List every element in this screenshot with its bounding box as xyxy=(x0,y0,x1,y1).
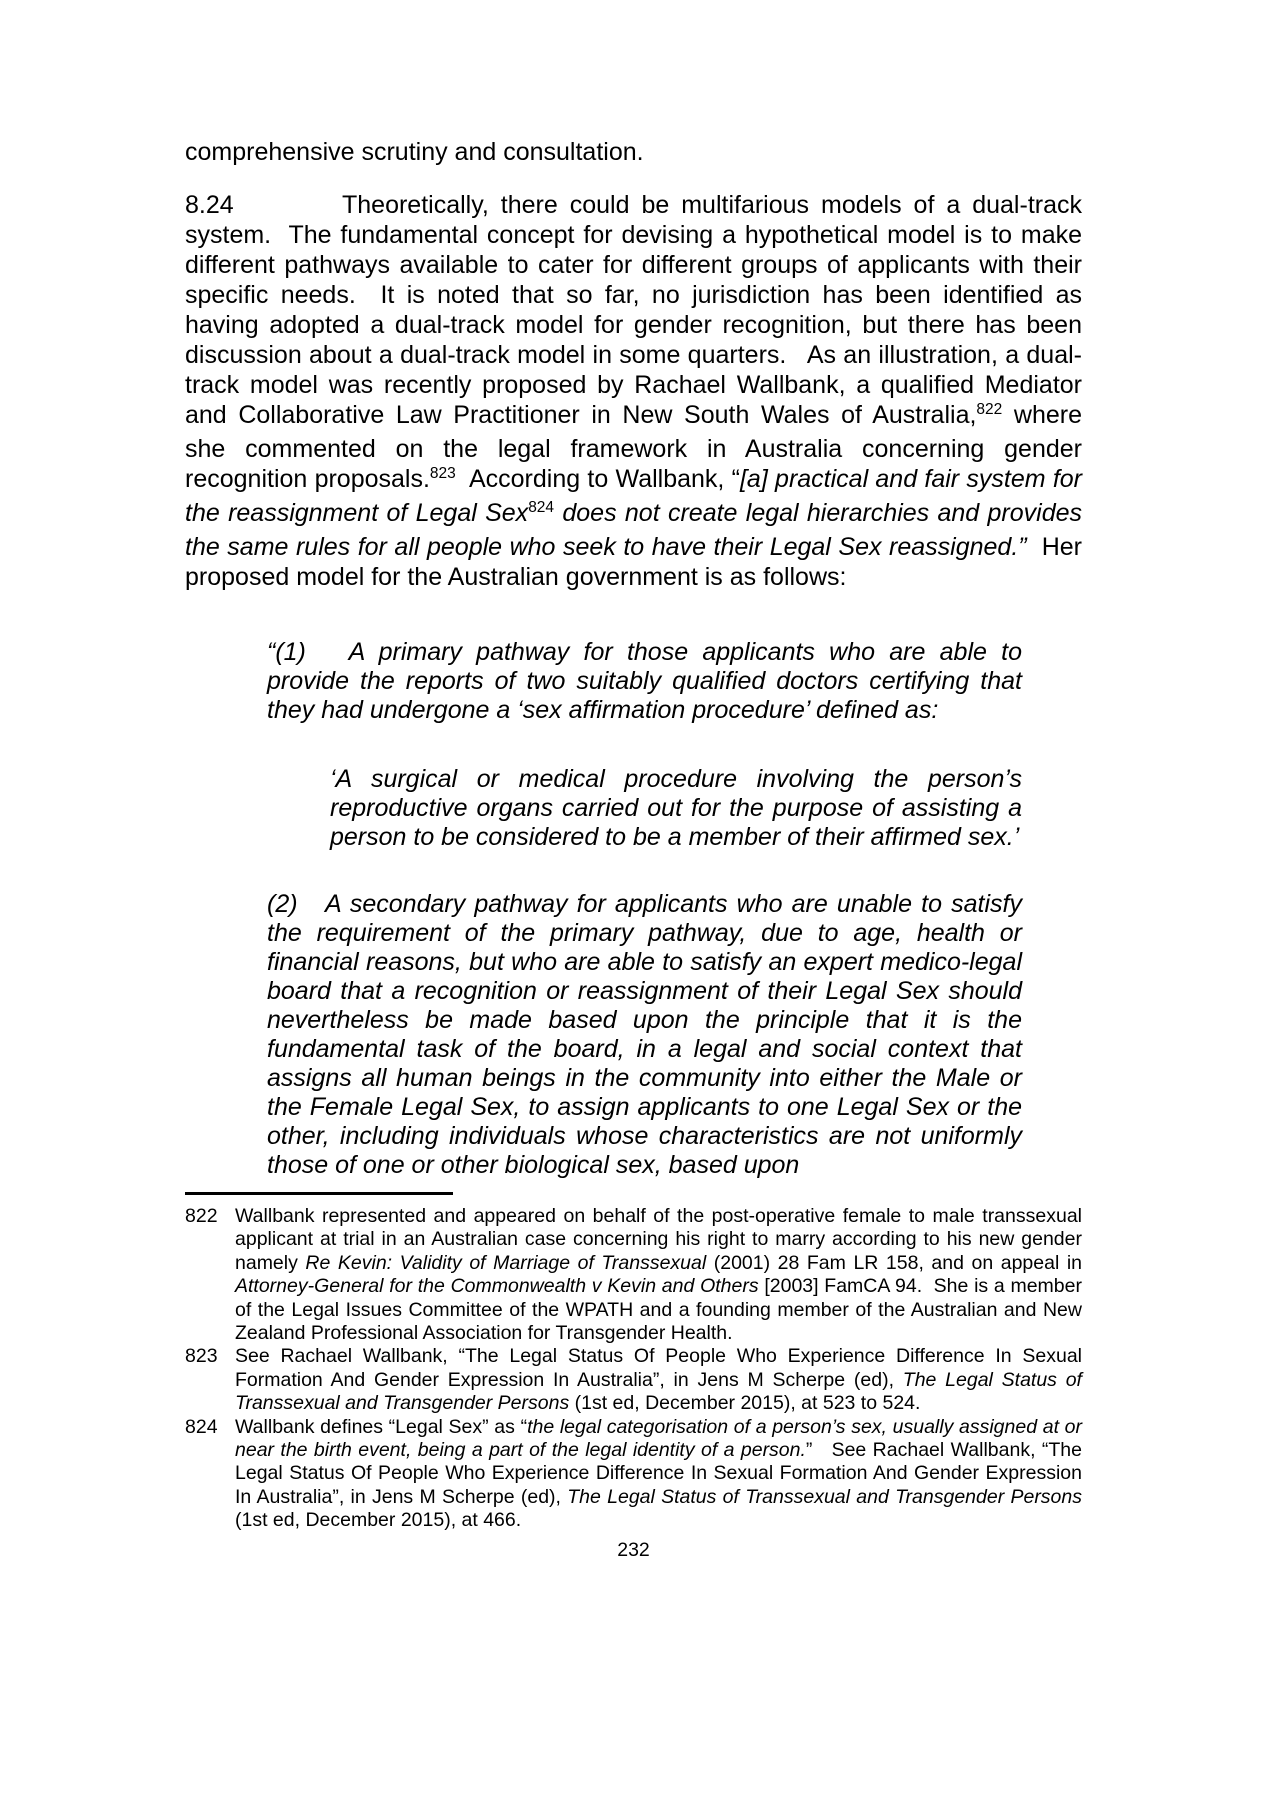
footnote-number: 824 xyxy=(185,1415,218,1438)
paragraph-number: 8.24 xyxy=(185,191,234,219)
footnote xyxy=(185,1416,1082,1533)
footnote-text: Wallbank represented and appeared on behalf of the post-operative female to male transsexual applicant at trial in an Australian case concerning his right to marry according to his new gender namely Re Kevin: Validity of Marriage of Transsexual (2001) 28 Fam LR 158, and on appeal in Attorney-General for the Commonwealth v Kevin and Others [2003] FamCA 94. She is a member of the Legal Issues Committee of the WPATH and a founding member of the Australian and New Zealand Professional Association for Transgender Health. xyxy=(235,1205,1083,1345)
footnote xyxy=(185,1345,1082,1415)
quote-primary-pathway: “(1) A primary pathway for those applicants who are able to provide the reports of two suitably qualified doctors certifying that they had undergone a ‘sex affirmation procedure’ defined as: xyxy=(267,638,1022,724)
paragraph-8-24 xyxy=(185,190,1082,592)
paragraph-text: Theoretically, there could be multifarious models of a dual-track system. The fundamental concept for devising a hypothetical model is to make different pathways available to cater for different groups of applicants with their specific needs. It is noted that so far, no jurisdiction has been identified as having adopted a dual-track model for gender recognition, but there has been discussion about a dual-track model in some quarters. As an illustration, a dual-track model was recently proposed by Rachael Wallbank, a qualified Mediator and Collaborative Law Practitioner in New South Wales of Australia,$^{822}$ where she commented on the legal framework in Australia concerning gender recognition proposals.$^{823}$ According to Wallbank, “[a] practical and fair system for the reassignment of Legal Sex$^{824}$ does not create legal hierarchies and provides the same rules for all people who seek to have their Legal Sex reassigned.” Her proposed model for the Australian government is as follows: xyxy=(185,191,1083,591)
footnote-number: 823 xyxy=(185,1345,218,1368)
page-number: 232 xyxy=(617,1538,650,1561)
footnotes xyxy=(185,1205,1082,1533)
footnote-separator xyxy=(185,1192,453,1195)
quote-secondary-pathway: (2) A secondary pathway for applicants who are unable to satisfy the requirement of the primary pathway, due to age, health or financial reasons, but who are able to satisfy an expert medico-legal board that a recognition or reassignment of their Legal Sex should nevertheless be made based upon the principle that it is the fundamental task of the board, in a legal and social context that assigns all human beings in the community into either the Male or the Female Legal Sex, to assign applicants to one Legal Sex or the other, including individuals whose characteristics are not uniformly those of one or other biological sex, based upon xyxy=(267,890,1022,1179)
footnote-text: Wallbank defines “Legal Sex” as “the legal categorisation of a person’s sex, usually assigned at or near the birth event, being a part of the legal identity of a person.” See Rachael Wallbank, “The Legal Status Of People Who Experience Difference In Sexual Formation And Gender Expression In Australia”, in Jens M Scherpe (ed), The Legal Status of Transsexual and Transgender Persons (1st ed, December 2015), at 466. xyxy=(235,1415,1082,1532)
page-content xyxy=(185,137,1082,1562)
paragraph-continuation: comprehensive scrutiny and consultation. xyxy=(185,138,644,166)
footnote xyxy=(185,1205,1082,1345)
quote-procedure-definition: ‘A surgical or medical procedure involving the person’s reproductive organs carried out for the purpose of assisting a person to be considered to be a member of their affirmed sex.’ xyxy=(330,765,1022,851)
footnote-text: See Rachael Wallbank, “The Legal Status Of People Who Experience Difference In Sexual Formation And Gender Expression In Australia”, in Jens M Scherpe (ed), The Legal Status of Transsexual and Transgender Persons (1st ed, December 2015), at 523 to 524. xyxy=(235,1345,1082,1415)
footnote-number: 822 xyxy=(185,1205,218,1227)
